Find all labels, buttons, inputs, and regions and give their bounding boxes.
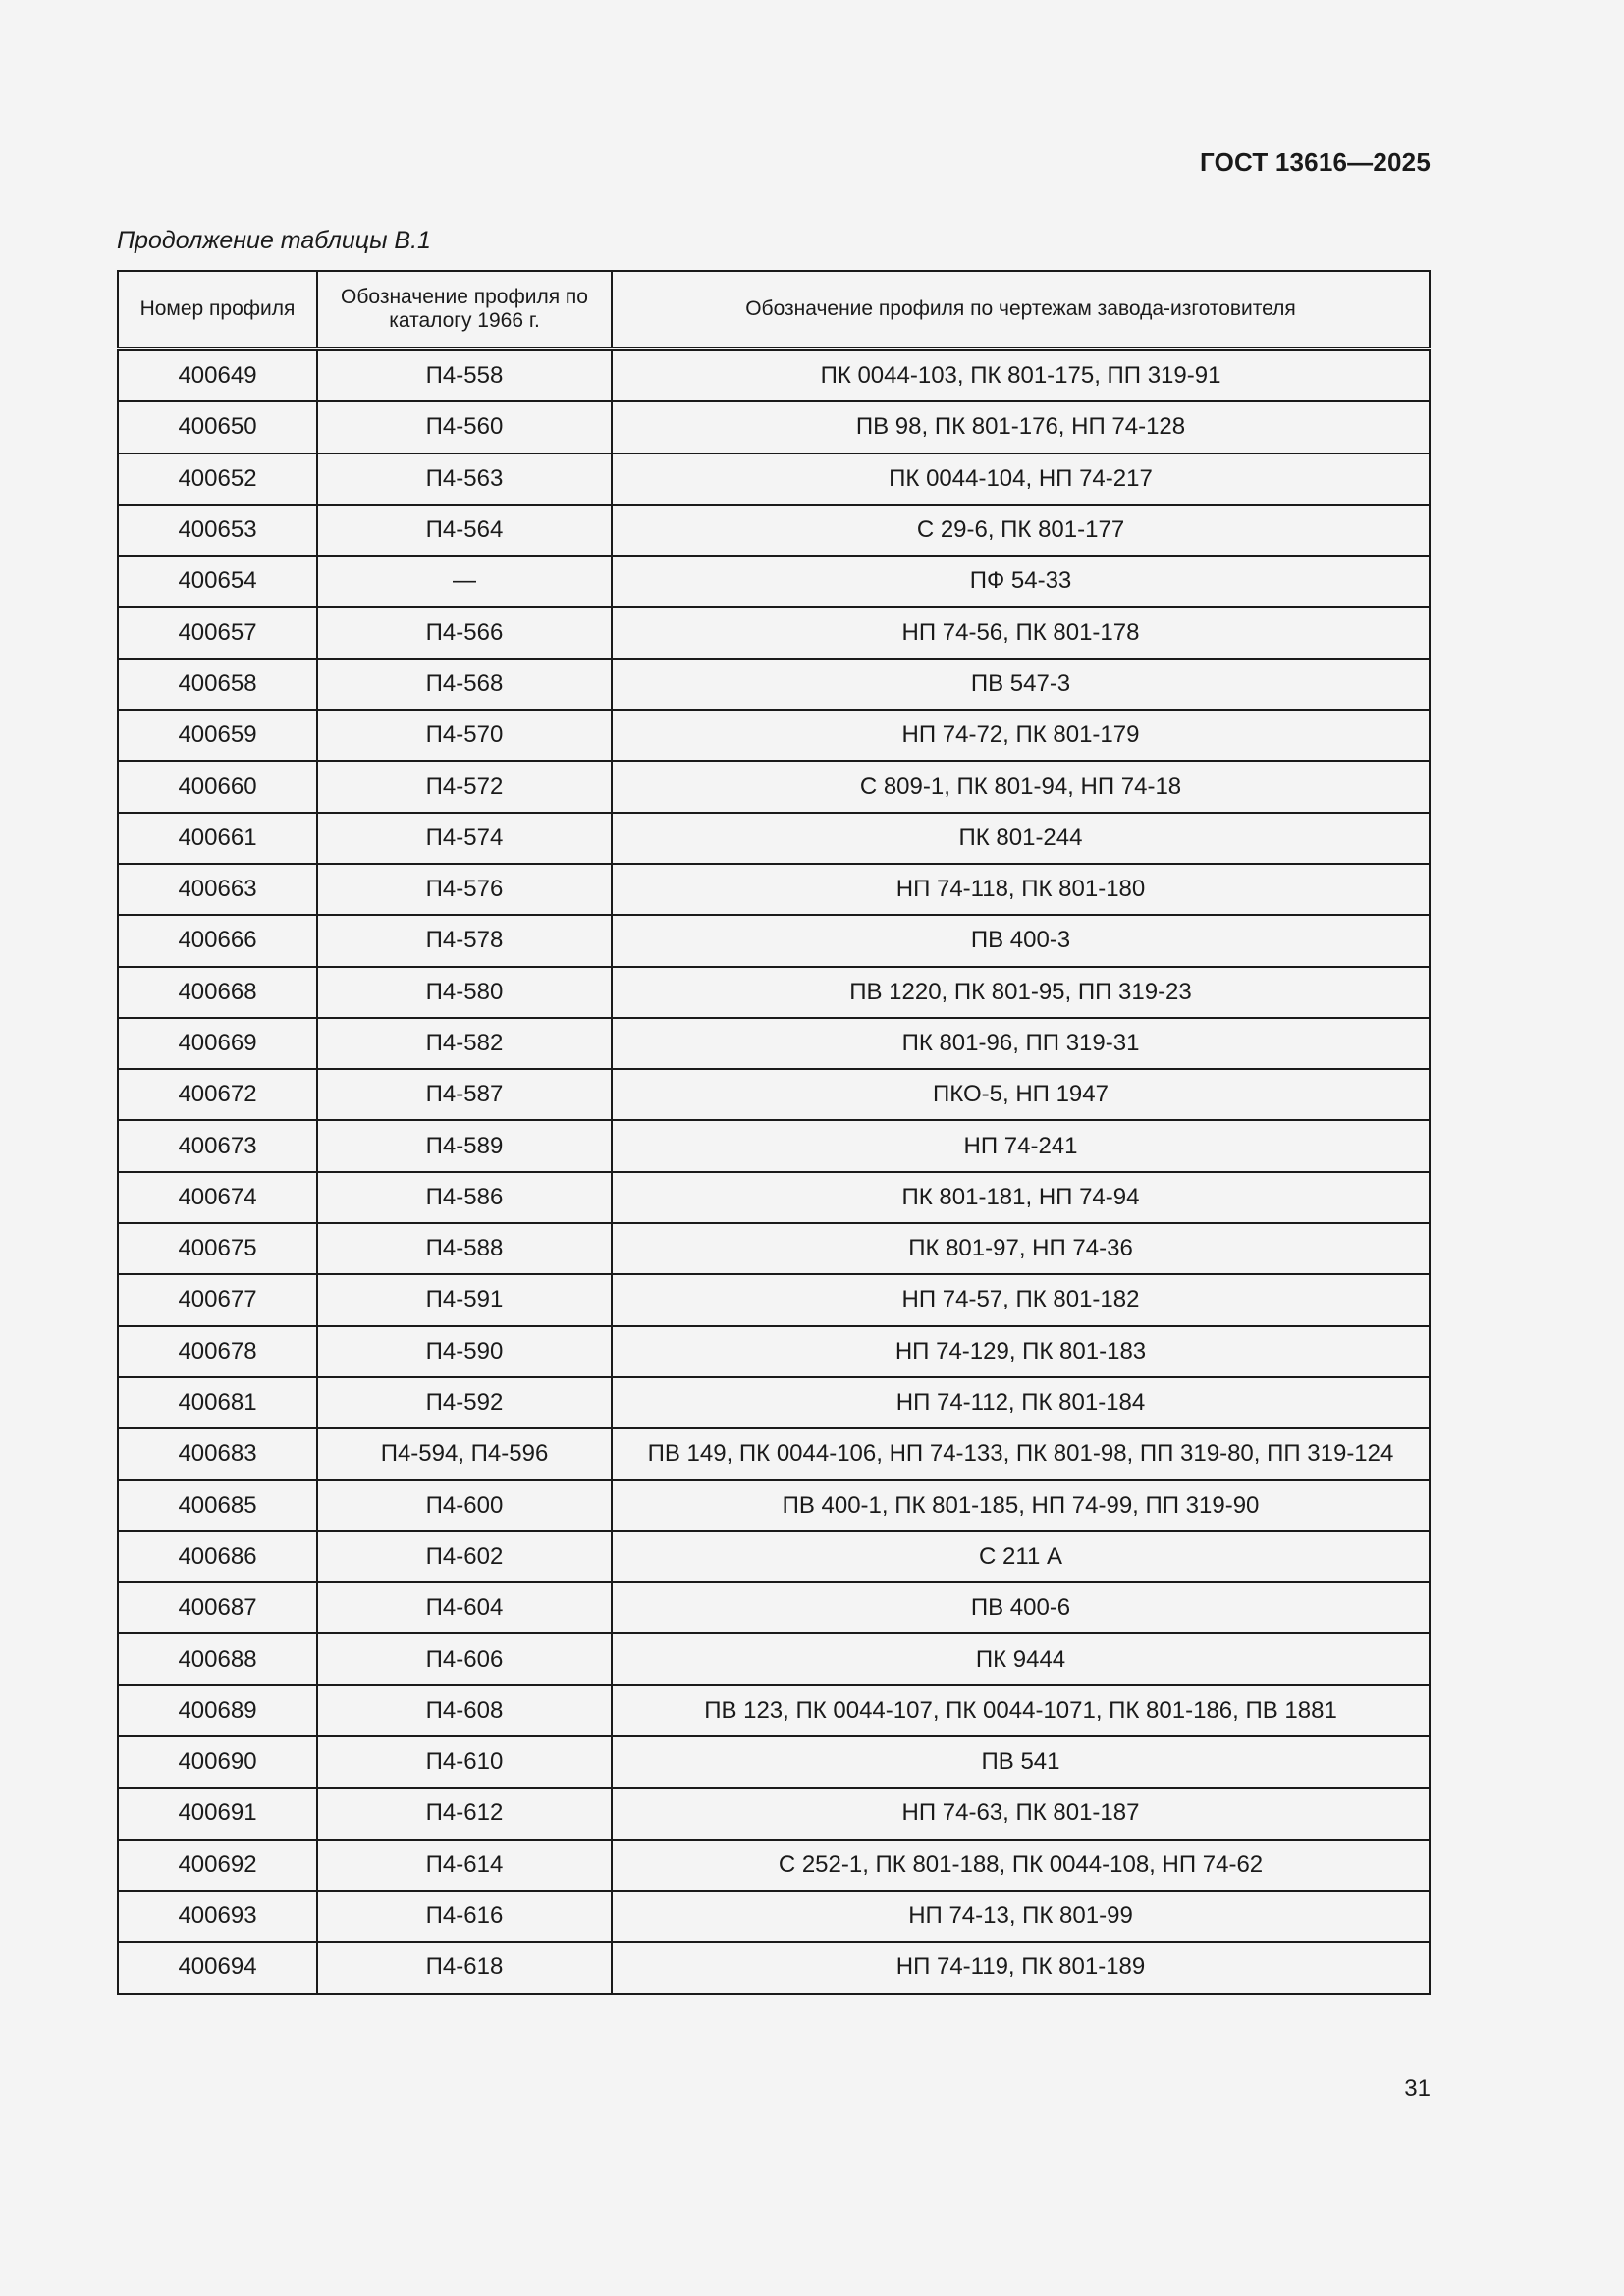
table-row [118,761,1430,812]
table-body [118,349,1430,1994]
cell-catalog-designation: П4-591 [317,1274,612,1325]
cell-catalog-designation: П4-618 [317,1942,612,1993]
cell-factory-designation: НП 74-13, ПК 801-99 [612,1891,1430,1942]
table-caption: Продолжение таблицы В.1 [117,227,431,254]
table-row [118,1788,1430,1839]
cell-factory-designation: ПК 9444 [612,1633,1430,1684]
table-row [118,967,1430,1018]
cell-profile-number: 400683 [118,1428,317,1479]
cell-factory-designation: ПК 0044-103, ПК 801-175, ПП 319-91 [612,349,1430,402]
cell-catalog-designation: П4-566 [317,607,612,658]
cell-factory-designation: ПФ 54-33 [612,556,1430,607]
table-row [118,1172,1430,1223]
cell-factory-designation: С 29-6, ПК 801-177 [612,505,1430,556]
cell-catalog-designation: П4-588 [317,1223,612,1274]
cell-factory-designation: НП 74-241 [612,1120,1430,1171]
cell-factory-designation: ПВ 400-1, ПК 801-185, НП 74-99, ПП 319-90 [612,1480,1430,1531]
cell-catalog-designation: П4-578 [317,915,612,966]
table-row [118,1685,1430,1736]
table-row [118,401,1430,453]
cell-catalog-designation: П4-616 [317,1891,612,1942]
table-row [118,1582,1430,1633]
cell-factory-designation: ПК 0044-104, НП 74-217 [612,454,1430,505]
table-row [118,1377,1430,1428]
cell-profile-number: 400687 [118,1582,317,1633]
profiles-table [117,270,1431,1995]
cell-factory-designation: ПВ 541 [612,1736,1430,1788]
table-row [118,1942,1430,1993]
header-catalog-designation: Обозначение профиля по каталогу 1966 г. [317,271,612,349]
cell-profile-number: 400669 [118,1018,317,1069]
cell-factory-designation: С 252-1, ПК 801-188, ПК 0044-108, НП 74-62 [612,1840,1430,1891]
cell-factory-designation: ПВ 400-3 [612,915,1430,966]
table-row [118,710,1430,761]
cell-factory-designation: НП 74-63, ПК 801-187 [612,1788,1430,1839]
cell-catalog-designation: П4-576 [317,864,612,915]
cell-factory-designation: НП 74-129, ПК 801-183 [612,1326,1430,1377]
cell-factory-designation: ПВ 98, ПК 801-176, НП 74-128 [612,401,1430,453]
cell-catalog-designation: П4-574 [317,813,612,864]
cell-profile-number: 400672 [118,1069,317,1120]
cell-factory-designation: НП 74-118, ПК 801-180 [612,864,1430,915]
cell-catalog-designation: П4-589 [317,1120,612,1171]
cell-catalog-designation: — [317,556,612,607]
cell-catalog-designation: П4-558 [317,349,612,402]
cell-factory-designation: ПК 801-181, НП 74-94 [612,1172,1430,1223]
table-row [118,1274,1430,1325]
cell-factory-designation: ПК 801-96, ПП 319-31 [612,1018,1430,1069]
cell-factory-designation: С 211 А [612,1531,1430,1582]
cell-factory-designation: ПВ 149, ПК 0044-106, НП 74-133, ПК 801-98, ПП 319-80, ПП 319-124 [612,1428,1430,1479]
cell-factory-designation: НП 74-57, ПК 801-182 [612,1274,1430,1325]
cell-profile-number: 400659 [118,710,317,761]
document-code: ГОСТ 13616—2025 [1200,147,1431,177]
cell-factory-designation: С 809-1, ПК 801-94, НП 74-18 [612,761,1430,812]
table-row [118,659,1430,710]
cell-profile-number: 400677 [118,1274,317,1325]
cell-catalog-designation: П4-586 [317,1172,612,1223]
cell-catalog-designation: П4-580 [317,967,612,1018]
cell-catalog-designation: П4-602 [317,1531,612,1582]
table-row [118,1480,1430,1531]
cell-catalog-designation: П4-590 [317,1326,612,1377]
cell-profile-number: 400649 [118,349,317,402]
cell-profile-number: 400686 [118,1531,317,1582]
header-factory-designation: Обозначение профиля по чертежам завода-изготовителя [612,271,1430,349]
cell-factory-designation: ПК 801-244 [612,813,1430,864]
cell-profile-number: 400650 [118,401,317,453]
cell-factory-designation: ПК 801-97, НП 74-36 [612,1223,1430,1274]
cell-catalog-designation: П4-582 [317,1018,612,1069]
table-row [118,915,1430,966]
cell-profile-number: 400690 [118,1736,317,1788]
cell-catalog-designation: П4-612 [317,1788,612,1839]
cell-profile-number: 400661 [118,813,317,864]
cell-factory-designation: НП 74-119, ПК 801-189 [612,1942,1430,1993]
table-row [118,1223,1430,1274]
table-row [118,505,1430,556]
cell-profile-number: 400654 [118,556,317,607]
cell-factory-designation: ПКО-5, НП 1947 [612,1069,1430,1120]
table-row [118,864,1430,915]
cell-profile-number: 400693 [118,1891,317,1942]
cell-profile-number: 400674 [118,1172,317,1223]
cell-catalog-designation: П4-564 [317,505,612,556]
cell-catalog-designation: П4-563 [317,454,612,505]
cell-profile-number: 400678 [118,1326,317,1377]
cell-profile-number: 400660 [118,761,317,812]
table-row [118,1120,1430,1171]
table-row [118,1326,1430,1377]
cell-catalog-designation: П4-614 [317,1840,612,1891]
table-header-row [118,271,1430,349]
cell-profile-number: 400681 [118,1377,317,1428]
cell-factory-designation: ПВ 400-6 [612,1582,1430,1633]
cell-factory-designation: НП 74-112, ПК 801-184 [612,1377,1430,1428]
cell-profile-number: 400688 [118,1633,317,1684]
table-row [118,1531,1430,1582]
table-row [118,454,1430,505]
cell-factory-designation: ПВ 1220, ПК 801-95, ПП 319-23 [612,967,1430,1018]
table-row [118,1069,1430,1120]
page-number: 31 [1404,2075,1431,2102]
cell-profile-number: 400673 [118,1120,317,1171]
cell-profile-number: 400658 [118,659,317,710]
cell-factory-designation: ПВ 547-3 [612,659,1430,710]
header-profile-number: Номер профиля [118,271,317,349]
cell-catalog-designation: П4-604 [317,1582,612,1633]
cell-factory-designation: ПВ 123, ПК 0044-107, ПК 0044-1071, ПК 801-186, ПВ 1881 [612,1685,1430,1736]
cell-profile-number: 400652 [118,454,317,505]
cell-profile-number: 400689 [118,1685,317,1736]
table-row [118,1736,1430,1788]
cell-catalog-designation: П4-608 [317,1685,612,1736]
cell-factory-designation: НП 74-56, ПК 801-178 [612,607,1430,658]
cell-profile-number: 400663 [118,864,317,915]
cell-catalog-designation: П4-560 [317,401,612,453]
cell-catalog-designation: П4-592 [317,1377,612,1428]
table-row [118,349,1430,402]
table-row [118,1633,1430,1684]
table-row [118,1018,1430,1069]
table-row [118,1891,1430,1942]
cell-profile-number: 400653 [118,505,317,556]
cell-profile-number: 400685 [118,1480,317,1531]
table-row [118,1428,1430,1479]
cell-catalog-designation: П4-587 [317,1069,612,1120]
cell-catalog-designation: П4-572 [317,761,612,812]
table-row [118,607,1430,658]
cell-profile-number: 400668 [118,967,317,1018]
cell-profile-number: 400657 [118,607,317,658]
cell-catalog-designation: П4-606 [317,1633,612,1684]
cell-profile-number: 400692 [118,1840,317,1891]
cell-profile-number: 400694 [118,1942,317,1993]
table-row [118,1840,1430,1891]
cell-profile-number: 400666 [118,915,317,966]
cell-catalog-designation: П4-610 [317,1736,612,1788]
table-row [118,556,1430,607]
table-row [118,813,1430,864]
cell-catalog-designation: П4-570 [317,710,612,761]
cell-profile-number: 400675 [118,1223,317,1274]
cell-factory-designation: НП 74-72, ПК 801-179 [612,710,1430,761]
cell-catalog-designation: П4-600 [317,1480,612,1531]
cell-catalog-designation: П4-568 [317,659,612,710]
cell-profile-number: 400691 [118,1788,317,1839]
cell-catalog-designation: П4-594, П4-596 [317,1428,612,1479]
